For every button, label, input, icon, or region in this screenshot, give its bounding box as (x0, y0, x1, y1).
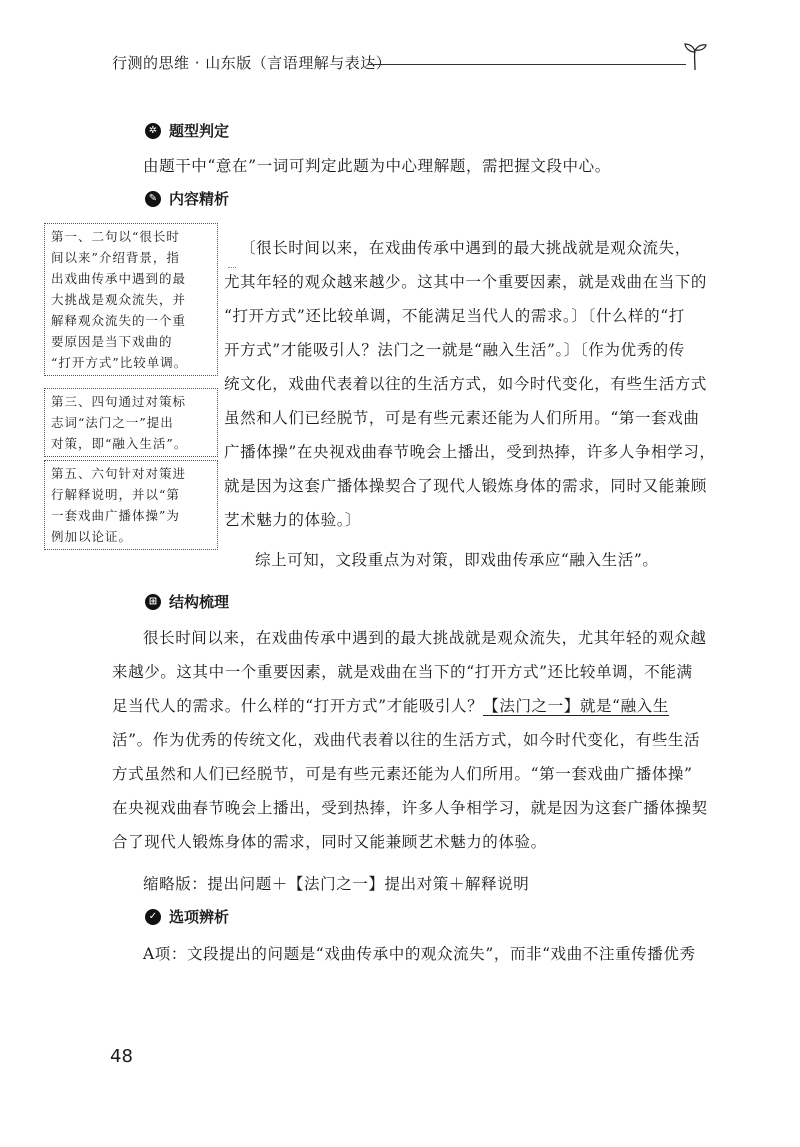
underlined-solution: 【法门之一】就是“融入生 (483, 697, 669, 715)
section-heading-type: ✲ 题型判定 (145, 120, 229, 141)
page-number: 48 (110, 1046, 133, 1067)
structure-line: 很长时间以来，在戏曲传承中遇到的最大挑战就是观众流失，尤其年轻的观众越 (143, 629, 707, 647)
option-icon: ✓ (145, 909, 161, 925)
note-connector (228, 267, 236, 268)
sprout-icon (680, 40, 710, 72)
structure-line: 足当代人的需求。什么样的“打开方式”才能吸引人？【法门之一】就是“融入生 (112, 697, 669, 715)
option-a-line: A项：文段提出的问题是“戏曲传承中的观众流失”，而非“戏曲不注重传播优秀 (143, 945, 696, 963)
content-line: 艺术魅力的体验。〕 (224, 511, 362, 529)
type-text: 由题干中“意在”一词可判定此题为中心理解题，需把握文段中心。 (143, 157, 611, 175)
side-note-2: 第三、四句通过对策标 志词“法门之一”提出 对策，即“融入生活”。 (44, 388, 218, 457)
section-heading-structure: ⊞ 结构梳理 (145, 591, 229, 612)
content-line: 尤其年轻的观众越来越少。这其中一个重要因素，就是戏曲在当下的 (224, 273, 708, 291)
side-note-3: 第五、六句针对对策进 行解释说明，并以“第 一套戏曲广播体操”为 例加以论证。 (44, 460, 218, 550)
structure-icon: ⊞ (145, 594, 161, 610)
header-rule (368, 64, 686, 65)
content-line: 开方式”才能吸引人？法门之一就是“融入生活”。〕〔作为优秀的传 (224, 341, 685, 359)
content-conclusion: 综上可知，文段重点为对策，即戏曲传承应“融入生活”。 (255, 551, 659, 569)
content-line: 统文化，戏曲代表着以往的生活方式，如今时代变化，有些生活方式 (224, 375, 708, 393)
content-line: 就是因为这套广播体操契合了现代人锻炼身体的需求，同时又能兼顾 (224, 477, 708, 495)
section-heading-content: ✎ 内容精析 (145, 188, 229, 209)
content-line: “打开方式”还比较单调，不能满足当代人的需求。〕〔什么样的“打 (224, 307, 685, 325)
structure-line: 合了现代人锻炼身体的需求，同时又能兼顾艺术魅力的体验。 (112, 833, 547, 851)
content-line: 〔很长时间以来，在戏曲传承中遇到的最大挑战就是观众流失， (240, 239, 691, 257)
structure-summary: 缩略版：提出问题＋【法门之一】提出对策＋解释说明 (143, 875, 530, 893)
gear-icon: ✲ (145, 123, 161, 139)
content-line: 虽然和人们已经脱节，可是有些元素还能为人们所用。“第一套戏曲 (224, 409, 700, 427)
section-heading-options: ✓ 选项辨析 (145, 906, 229, 927)
structure-line: 在央视戏曲春节晚会上播出，受到热捧，许多人争相学习，就是因为这套广播体操契 (112, 799, 708, 817)
structure-line: 活”。作为优秀的传统文化，戏曲代表着以往的生活方式，如今时代变化，有些生活 (112, 731, 701, 749)
structure-line: 来越少。这其中一个重要因素，就是戏曲在当下的“打开方式”还比较单调，不能满 (112, 663, 693, 681)
side-note-1: 第一、二句以“很长时 间以来”介绍背景，指 出戏曲传承中遇到的最 大挑战是观众流失，并 解释观众流失的一个重 要原因是当下戏曲的 “打开方式”比较单调。 (44, 223, 218, 376)
pen-icon: ✎ (145, 191, 161, 207)
running-header: 行测的思维 · 山东版（言语理解与表达） (112, 54, 392, 72)
structure-line: 方式虽然和人们已经脱节，可是有些元素还能为人们所用。“第一套戏曲广播体操” (112, 765, 693, 783)
content-line: 广播体操”在央视戏曲春节晚会上播出，受到热捧，许多人争相学习， (224, 443, 716, 461)
